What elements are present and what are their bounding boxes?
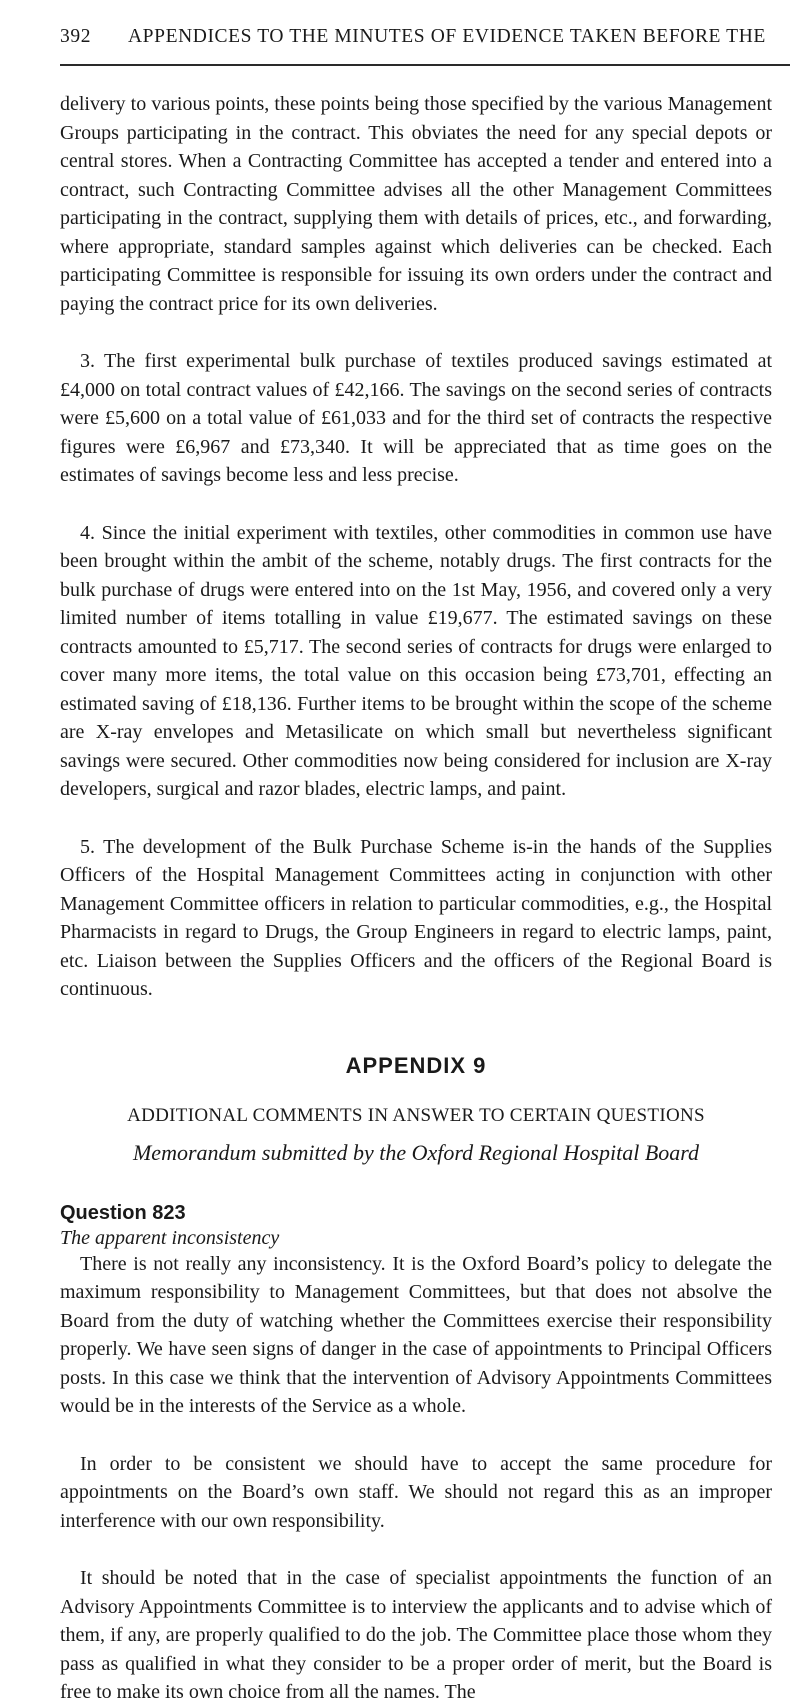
answer-paragraph: It should be noted that in the case of specialist appointments the function of an Advisory Appointments Committee is to interview the applicants and to advise which of them, if any, are properly qualified to do the job. The Committee place those whom they pass as qualified in what they consider to be a proper order of merit, but the Board is free to make its own choice from all the names. The	[60, 1567, 772, 1703]
running-title: APPENDICES TO THE MINUTES OF EVIDENCE TAKEN BEFORE THE	[128, 26, 766, 47]
paragraph-3: 3. The first experimental bulk purchase of textiles produced savings estimated at £4,000 on total contract values of £42,166. The savings on the second series of contracts were £5,600 on a total value of £61,033 and for the third set of contracts the respective figures were £6,967 and £73,340. It will be appreciated that as time goes on the estimates of savings become less and less precise.	[60, 350, 772, 486]
appendix-title: APPENDIX 9	[345, 1052, 487, 1078]
paragraph-4: 4. Since the initial experiment with textiles, other commodities in common use have been brought within the ambit of the scheme, notably drugs. The first contracts for the bulk purchase of drugs were entered into on the 1st May, 1956, and covered only a very limited number of items totalling in value £19,677. The estimated savings on these contracts amounted to £5,717. The second series of contracts for drugs were enlarged to cover many more items, the total value on this occasion being £73,701, effecting an estimated saving of £18,136. Further items to be brought within the scope of the scheme are X-ray envelopes and Metasilicate on which small but nevertheless significant savings were secured. Other commodities now being considered for inclusion are X-ray developers, surgical and razor blades, electric lamps, and paint.	[60, 521, 772, 800]
answer-paragraph: There is not really any inconsistency. It is the Oxford Board’s policy to delegate the maximum responsibility to Management Committees, but that does not absolve the Board from the duty of watching whether the Committees exercise their responsibility properly. We have seen signs of danger in the case of appointments to Principal Officers posts. In this case we think that the intervention of Advisory Appointments Committees would be in the interests of the Service as a whole.	[60, 1252, 772, 1417]
page-number: 392	[60, 26, 92, 47]
page-body	[60, 90, 772, 1707]
header-rule	[60, 64, 790, 66]
question-subheading: The apparent inconsistency	[60, 1226, 280, 1249]
answer-paragraph: In order to be consistent we should have to accept the same procedure for appointments on the Board’s own staff. We should not regard this as an improper interference with our own responsibility.	[60, 1452, 772, 1532]
paragraph-continued: delivery to various points, these points being those specified by the various Management Groups participating in the contract. This obviates the need for any special depots or central stores. When a Contracting Committee has accepted a tender and entered into a contract, such Contracting Committee advises all the other Management Committees participating in the contract, supplying them with details of prices, etc., and forwarding, where appropriate, standard samples against which deliveries can be checked. Each participating Committee is responsible for issuing its own orders under the contract and paying the contract price for its own deliveries.	[60, 93, 772, 315]
question-heading: Question 823	[60, 1201, 186, 1224]
appendix-subtitle: ADDITIONAL COMMENTS IN ANSWER TO CERTAIN QUESTIONS	[127, 1104, 705, 1126]
running-header	[60, 26, 780, 48]
paragraph-5: 5. The development of the Bulk Purchase Scheme is-in the hands of the Supplies Officers of the Hospital Management Committees acting in conjunction with other Management Committee officers in relation to particular commodities, e.g., the Hospital Pharmacists in regard to Drugs, the Group Engineers in regard to electric lamps, paint, etc. Liaison between the Supplies Officers and the officers of the Regional Board is continuous.	[60, 835, 772, 1000]
memorandum-line: Memorandum submitted by the Oxford Regional Hospital Board	[132, 1139, 700, 1165]
